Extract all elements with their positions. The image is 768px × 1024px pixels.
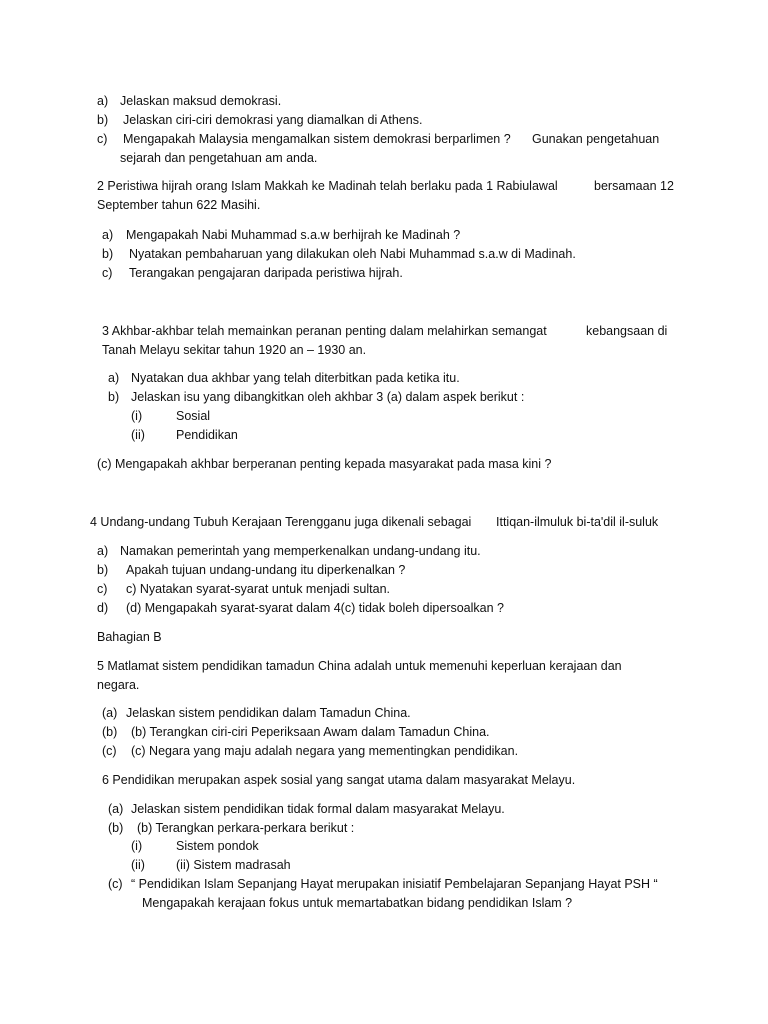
q4-b-label: b) bbox=[97, 563, 109, 577]
q6-c-label: (c) bbox=[108, 877, 123, 891]
q3-b-i-label: (i) bbox=[131, 409, 143, 423]
q1-b-label: b) bbox=[97, 113, 109, 127]
q6-b-label: (b) bbox=[108, 821, 124, 835]
q6-a-text: Jelaskan sistem pendidikan tidak formal dalam masyarakat Melayu. bbox=[131, 802, 505, 816]
q4-c-text: c) Nyatakan syarat-syarat untuk menjadi sultan. bbox=[126, 582, 391, 596]
q1-c-label: c) bbox=[97, 132, 108, 146]
q2-a-text: Mengapakah Nabi Muhammad s.a.w berhijrah ke Madinah ? bbox=[126, 228, 461, 242]
q4-d-text: (d) Mengapakah syarat-syarat dalam 4(c) tidak boleh dipersoalkan ? bbox=[126, 601, 504, 615]
q1-c-text2: sejarah dan pengetahuan am anda. bbox=[120, 151, 318, 165]
q6-b-ii-text: (ii) Sistem madrasah bbox=[176, 858, 291, 872]
q6-c-text1: “ Pendidikan Islam Sepanjang Hayat merupakan inisiatif Pembelajaran Sepanjang Hayat PSH “ bbox=[131, 877, 658, 891]
q5-b-text: (b) Terangkan ciri-ciri Peperiksaan Awam dalam Tamadun China. bbox=[131, 725, 490, 739]
q2-stem-line1b: bersamaan 12 bbox=[594, 179, 674, 193]
q3-c-text: (c) Mengapakah akhbar berperanan penting kepada masyarakat pada masa kini ? bbox=[97, 457, 552, 471]
q5-stem-line1: 5 Matlamat sistem pendidikan tamadun China adalah untuk memenuhi keperluan kerajaan dan bbox=[97, 659, 622, 673]
q3-stem-line1: 3 Akhbar-akhbar telah memainkan peranan penting dalam melahirkan semangat bbox=[102, 324, 547, 338]
q5-c-label: (c) bbox=[102, 744, 117, 758]
q4-d-label: d) bbox=[97, 601, 109, 615]
q6-b-ii-label: (ii) bbox=[131, 858, 145, 872]
q6-c-text2: Mengapakah kerajaan fokus untuk memartabatkan bidang pendidikan Islam ? bbox=[142, 896, 573, 910]
q3-a-text: Nyatakan dua akhbar yang telah diterbitkan pada ketika itu. bbox=[131, 371, 460, 385]
q4-stem-line1b: Ittiqan-ilmuluk bi-ta'dil il-suluk bbox=[496, 515, 659, 529]
q1-a-text: Jelaskan maksud demokrasi. bbox=[120, 94, 282, 108]
q2-b-text: Nyatakan pembaharuan yang dilakukan oleh Nabi Muhammad s.a.w di Madinah. bbox=[129, 247, 576, 261]
q5-c-text: (c) Negara yang maju adalah negara yang mementingkan pendidikan. bbox=[131, 744, 519, 758]
q6-stem-line1: 6 Pendidikan merupakan aspek sosial yang sangat utama dalam masyarakat Melayu. bbox=[102, 773, 576, 787]
q4-a-label: a) bbox=[97, 544, 109, 558]
q2-c-text: Terangakan pengajaran daripada peristiwa hijrah. bbox=[129, 266, 403, 280]
q5-a-label: (a) bbox=[102, 706, 118, 720]
q5-stem-line2: negara. bbox=[97, 678, 140, 692]
q1-a-label: a) bbox=[97, 94, 109, 108]
q1-c-text1: Mengapakah Malaysia mengamalkan sistem demokrasi berparlimen ? bbox=[123, 132, 511, 146]
q5-b-label: (b) bbox=[102, 725, 118, 739]
q6-b-text: (b) Terangkan perkara-perkara berikut : bbox=[137, 821, 355, 835]
q3-a-label: a) bbox=[108, 371, 120, 385]
q3-b-i-text: Sosial bbox=[176, 409, 211, 423]
q3-stem-line1b: kebangsaan di bbox=[586, 324, 668, 338]
q6-b-i-label: (i) bbox=[131, 839, 143, 853]
q2-b-label: b) bbox=[102, 247, 114, 261]
q3-b-text: Jelaskan isu yang dibangkitkan oleh akhbar 3 (a) dalam aspek berikut : bbox=[131, 390, 525, 404]
q6-a-label: (a) bbox=[108, 802, 124, 816]
q2-stem-line1: 2 Peristiwa hijrah orang Islam Makkah ke Madinah telah berlaku pada 1 Rabiulawal bbox=[97, 179, 558, 193]
q3-stem-line2: Tanah Melayu sekitar tahun 1920 an – 1930 an. bbox=[102, 343, 367, 357]
q3-b-ii-label: (ii) bbox=[131, 428, 145, 442]
q1-c-text1b: Gunakan pengetahuan bbox=[532, 132, 660, 146]
q1-b-text: Jelaskan ciri-ciri demokrasi yang diamalkan di Athens. bbox=[123, 113, 423, 127]
q4-c-label: c) bbox=[97, 582, 108, 596]
q4-stem-line1: 4 Undang-undang Tubuh Kerajaan Terengganu juga dikenali sebagai bbox=[90, 515, 472, 529]
q4-b-text: Apakah tujuan undang-undang itu diperkenalkan ? bbox=[126, 563, 406, 577]
q2-a-label: a) bbox=[102, 228, 114, 242]
q5-a-text: Jelaskan sistem pendidikan dalam Tamadun China. bbox=[126, 706, 411, 720]
q3-b-ii-text: Pendidikan bbox=[176, 428, 238, 442]
q4-a-text: Namakan pemerintah yang memperkenalkan undang-undang itu. bbox=[120, 544, 481, 558]
q3-b-label: b) bbox=[108, 390, 120, 404]
q2-c-label: c) bbox=[102, 266, 113, 280]
q2-stem-line2: September tahun 622 Masihi. bbox=[97, 198, 261, 212]
section-b-heading: Bahagian B bbox=[97, 630, 162, 644]
q6-b-i-text: Sistem pondok bbox=[176, 839, 259, 853]
